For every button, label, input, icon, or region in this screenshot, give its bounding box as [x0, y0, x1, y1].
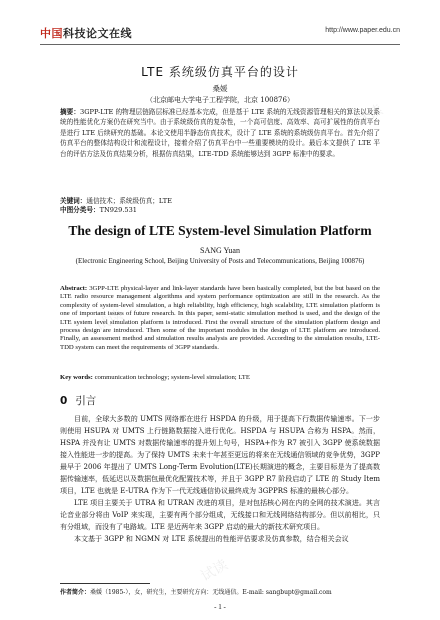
footnote-rule: [60, 583, 150, 584]
abstract-en-label: Abstract:: [60, 285, 88, 292]
watermark: 试读: [198, 556, 231, 585]
logo-part-name: 科技论文在线: [63, 27, 132, 40]
keywords-cn-text: 通信技术；系统级仿真；LTE: [86, 197, 172, 205]
watermark: 试读: [93, 306, 126, 335]
section-title: 引言: [75, 395, 97, 407]
abstract-cn: [60, 107, 380, 159]
footnote-text: 桑媛（1985-），女，研究生，主要研究方向：无线通信。E-mail: sangbupt@gmail.com: [90, 589, 332, 596]
affiliation-cn: （北京邮电大学电子工程学院，北京 100876）: [146, 96, 294, 104]
classification-number: [60, 206, 380, 215]
classification-label: 中图分类号：: [60, 206, 100, 214]
keywords-cn-label: 关键词：: [60, 197, 87, 205]
intro-body: [60, 413, 380, 545]
keywords-en-text: communication technology; system-level simulation; LTE: [94, 374, 250, 381]
author-en: SANG Yuan: [200, 246, 240, 255]
keywords-en: [60, 374, 380, 382]
site-logo[interactable]: [40, 25, 132, 41]
footnote: [60, 587, 380, 596]
page-header: [40, 22, 400, 44]
logo-part-china: 中国: [40, 27, 63, 40]
intro-paragraph-3: 本文基于 3GPP 和 NGMN 对 LTE 系统提出的性能评估要求及仿真参数，结合相关会议: [74, 535, 349, 543]
footnote-label: 作者简介：: [60, 589, 91, 596]
section-number: 0: [60, 395, 68, 407]
watermark: 试读: [353, 101, 386, 130]
keywords-en-label: Key words:: [60, 374, 93, 381]
intro-paragraph-2: LTE 项目主要关于 UTRA 和 UTRAN 改进的项目，是对包括核心网在内的全网的技术演进。其言论音业部分将由 VoIP 来实现，主要有两个部分组成，无线接口和无线网络结构部分。但以前相比，只有分组域，而没有了电路域。LTE 是近两年来 3GPP 启动的最大的新技术研究项目。: [60, 499, 380, 531]
keywords-cn: [60, 197, 380, 206]
abstract-en: [60, 285, 380, 352]
site-url[interactable]: http://www.paper.edu.cn: [325, 27, 400, 34]
abstract-cn-label: 摘要：: [60, 108, 81, 116]
page-number: - 1 -: [214, 603, 226, 611]
abstract-en-text: 3GPP-LTE physical-layer and link-layer standards have been basically completed, but the but based on the LTE radio resource management algorithms and system performance optimization are still in the research. As the complexity of system-level simulation, a high reliability, high efficiency, high scalability, LTE simulation platform is one of important issues of future research. In this paper, semi-static simulation method is used, and the design of the LTE system level simulation platform is introduced. First the overall structure of the simulation platform design and process design are introduced. Then some of the important modules in the design of LTE platform are introduced. Finally, an assessment method and simulation results analysis are provided. According to the simulation results, LTE-TDD system can meet the requirements of 3GPP standards.: [60, 285, 381, 351]
header-rule: [40, 44, 400, 45]
title-cn: LTE 系统级仿真平台的设计: [141, 65, 299, 79]
abstract-cn-text: 3GPP-LTE 的物理层链路层标准已经基本完成，但是基于 LTE 系统的无线资源管理相关的算法以及系统的性能优化方案仍在研究当中。由于系统级仿真的复杂性，一个高可信度、高效率、高可扩展性的仿真平台是进行 LTE 后续研究的基础。本论文使用半静态仿真技术，设计了 LTE 系统的系统级仿真平台。首先介绍了仿真平台的整体结构设计和流程设计，接着介绍了仿真平台中一些重要模块的设计。最后本文提供了 LTE 平台的评估方法及仿真结果分析，根据仿真结果，LTE-TDD 系统能够达到 3GPP 标准中的要求。: [60, 108, 381, 158]
watermark: 试读: [343, 426, 376, 455]
classification-value: TN929.531: [99, 206, 137, 214]
title-en: The design of LTE System-level Simulation Platform: [68, 223, 372, 238]
intro-paragraph-1: 目前，全球大多数的 UMTS 网络都在进行 HSPDA 的升级，用于提高下行数据传输速率。下一步则使用 HSUPA 对 UMTS 上行链路数据接入进行优化。HSPDA 与 HSUPA 合称为 HSPA。然而，HSPA 并没有让 UMTS 对数据传输速率的提升划上句号，HSPA+作为 R7 被引入 3GPP 使系统数据接入性能进一步的提高。为了保持 UMTS 未来十年甚至更远的将来在无线通信领域的竞争优势，3GPP 最早于 2006 年提出了 UMTS Long-Term Evolution(LTE)长期演进的概念，主要目标是为了提高数据传输速率，低延迟以及数据包最优化配置技术等，并且于 3GPP R7 阶段启动了 LTE 的 Study Item 项目，LTE 也就是 E-UTRA 作为下一代无线通信协议最终成为 3GPPRS 标准的最核心部分。: [60, 415, 381, 495]
affiliation-en: (Electronic Engineering School, Beijing University of Posts and Telecommunications, Beijing 100876): [75, 257, 365, 265]
section-heading-intro: [60, 393, 96, 408]
author-cn: 桑媛: [212, 84, 228, 93]
